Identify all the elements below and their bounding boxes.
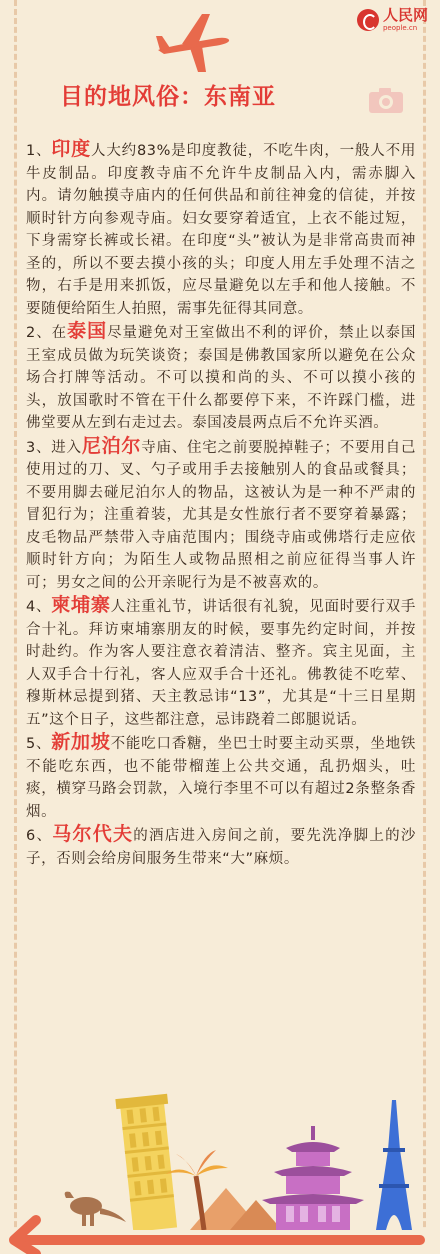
section-maldives bbox=[26, 823, 416, 870]
section-text: 寺庙、住宅之前要脱掉鞋子；不要用自己使用过的刀、叉、勺子或用手去接触别人的食品或餐具；不要用脚去碰尼泊尔人的物品，这被认为是一种不严肃的冒犯行为；注重着装，尤其是女性旅行者不要穿着暴露；皮毛物品严禁带入寺庙范围内；围绕寺庙或佛塔行走应依顺时针方向；为陌生人或物品照相之前应征得当事人许可；男女之间的公开亲昵行为是不被喜欢的。 bbox=[26, 439, 416, 591]
country-keyword-cambodia: 柬埔寨 bbox=[51, 594, 111, 616]
section-singapore bbox=[26, 731, 416, 823]
page-title: 目的地风俗：东南亚 bbox=[60, 84, 276, 110]
country-keyword-singapore: 新加坡 bbox=[51, 731, 111, 753]
section-number: 2、在 bbox=[26, 325, 68, 341]
section-india bbox=[26, 138, 416, 320]
logo-mark bbox=[357, 9, 379, 31]
country-keyword-nepal: 尼泊尔 bbox=[81, 434, 142, 457]
country-keyword-thailand: 泰国 bbox=[67, 320, 108, 342]
section-text: 的酒店进入房间之前，要先洗净脚上的沙子，否则会给房间服务生带来“大”麻烦。 bbox=[26, 828, 416, 867]
landmarks-illustration bbox=[0, 1080, 440, 1254]
section-cambodia bbox=[26, 594, 416, 731]
section-text: 不能吃口香糖，坐巴士时要主动买票，坐地铁不能吃东西，也不能带榴莲上公共交通，乱扔烟头，吐痰，横穿马路会罚款，入境行李里不可以有超过2条整条香烟。 bbox=[26, 736, 416, 820]
logo-brand-cn: 人民网 bbox=[382, 6, 428, 24]
country-keyword-maldives: 马尔代夫 bbox=[52, 823, 134, 845]
section-thailand bbox=[26, 320, 416, 435]
camera-icon bbox=[368, 86, 404, 114]
pagoda-icon bbox=[262, 1126, 364, 1230]
logo-brand-en: people.cn bbox=[382, 24, 418, 32]
section-text: 尽量避免对王室做出不利的评价，禁止以泰国王室成员做为玩笑谈资；泰国是佛教国家所以避免在公众场合打牌等活动。不可以摸和尚的头、不可以摸小孩的头，放国歌时不管在干什么都要停下来，不许踩门槛，进佛堂要从左到右走过去。泰国凌晨两点后不允许买酒。 bbox=[26, 325, 416, 431]
section-number: 1、 bbox=[26, 143, 52, 159]
section-number: 5、 bbox=[26, 736, 52, 752]
eiffel-tower-icon bbox=[376, 1100, 412, 1230]
section-text: 人注重礼节，讲话很有礼貌，见面时要行双手合十礼。拜访柬埔寨朋友的时候，要事先约定时间，并按时赴约。作为客人要注意衣着清洁、整齐。宾主见面，主人双手合十行礼，客人应双手合十还礼。佛教徒不吃荤、穆斯林忌提到猪、天主教忌讳“13”，尤其是“十三日星期五”这个日子，这些都注意，忌讳跷着二郎腿说话。 bbox=[26, 599, 416, 728]
section-text: 人大约83%是印度教徒，不吃牛肉，一般人不用牛皮制品。印度教寺庙不允许牛皮制品入内，需赤脚入内。请勿触摸寺庙内的任何供品和前往神龛的信徒，并按顺时针方向参观寺庙。妇女要穿着适宜，上衣不能过短，下身需穿长裤或长裙。在印度“头”被认为是非常高贵而神圣的，所以不要去摸小孩的头；印度人用左手处理不洁之物，右手是用来抓饭，应尽量避免以左手和他人接触。不要随便给陌生人拍照，需事先征得其同意。 bbox=[26, 143, 416, 317]
section-number: 4、 bbox=[26, 599, 52, 615]
country-keyword-india: 印度 bbox=[51, 138, 91, 160]
airplane-icon bbox=[152, 8, 232, 78]
section-number: 6、 bbox=[26, 828, 53, 844]
section-number: 3、进入 bbox=[26, 439, 82, 456]
kangaroo-icon bbox=[65, 1192, 126, 1226]
leaning-tower-icon bbox=[115, 1094, 181, 1233]
section-nepal bbox=[26, 435, 416, 595]
people-cn-logo bbox=[357, 8, 428, 32]
customs-content bbox=[26, 138, 416, 870]
